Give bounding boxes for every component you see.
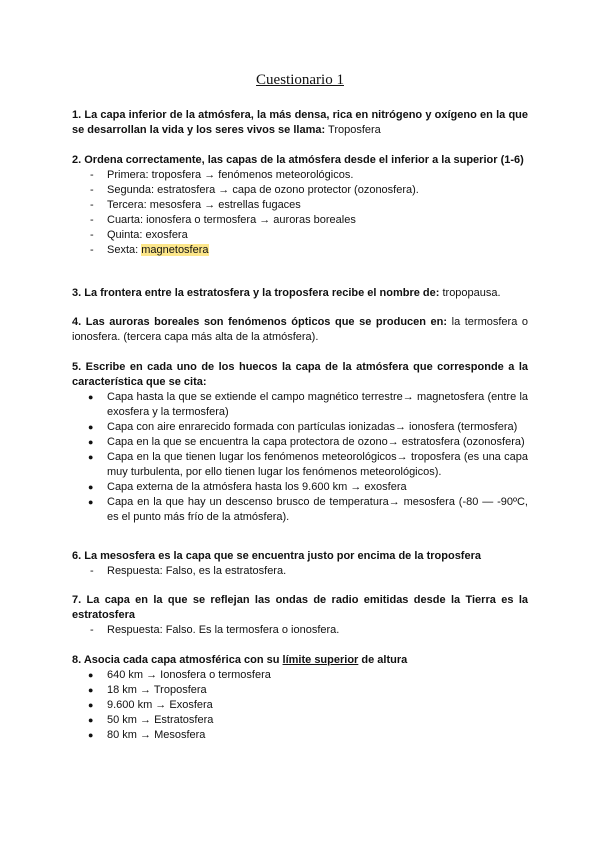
highlighted-answer: magnetosfera (141, 244, 209, 256)
question-7-list (72, 623, 528, 638)
question-3 (72, 286, 528, 301)
list-item: ● Capa externa de la atmósfera hasta los 9.600 km → exosfera (72, 480, 528, 495)
list-item: ● 640 km → Ionosfera o termosfera (72, 668, 528, 683)
list-item: ● Capa con aire enrarecido formada con partículas ionizadas→ ionosfera (termosfera) (72, 420, 528, 435)
question-2-list (72, 168, 528, 258)
question-8-list (72, 668, 528, 743)
question-6 (72, 549, 528, 579)
list-item: ● 9.600 km → Exosfera (72, 698, 528, 713)
question-4-answer: la termosfera o ionosfera. (tercera capa más alta de la atmósfera). (72, 316, 528, 343)
question-4 (72, 315, 528, 345)
list-item: - Quinta: exosfera (72, 228, 528, 243)
question-5-list (72, 390, 528, 525)
list-item: - Respuesta: Falso, es la estratosfera. (72, 564, 528, 579)
list-item: ● Capa en la que tienen lugar los fenómenos meteorológicos→ troposfera (es una capa muy turbulenta, por ello tienen lugar los fenómenos meteorológicos). (72, 450, 528, 480)
question-6-text: 6. La mesosfera es la capa que se encuentra justo por encima de la troposfera (72, 550, 481, 562)
list-item: ● 18 km → Troposfera (72, 683, 528, 698)
list-item: ● Capa hasta la que se extiende el campo magnético terrestre→ magnetosfera (entre la exosfera y la termosfera) (72, 390, 528, 420)
list-item: - Segunda: estratosfera → capa de ozono protector (ozonosfera). (72, 183, 528, 198)
list-item: - Tercera: mesosfera → estrellas fugaces (72, 198, 528, 213)
list-item-prefix: Sexta: (107, 244, 142, 256)
list-item: - Primera: troposfera → fenómenos meteorológicos. (72, 168, 528, 183)
list-item: ● 50 km → Estratosfera (72, 713, 528, 728)
question-5-text: 5. Escribe en cada uno de los huecos la capa de la atmósfera que corresponde a la característica que se cita: (72, 361, 528, 388)
question-8-text: 8. Asocia cada capa atmosférica con su límite superior de altura (72, 654, 408, 666)
underlined-term: límite superior (282, 654, 359, 666)
question-3-answer: tropopausa. (442, 287, 501, 299)
question-1-answer: Troposfera (328, 124, 381, 136)
question-2-text: 2. Ordena correctamente, las capas de la atmósfera desde el inferior a la superior (1-6) (72, 154, 524, 166)
question-1-text: 1. La capa inferior de la atmósfera, la más densa, rica en nitrógeno y oxígeno en la que se desarrollan la vida y los seres vivos se llama: (72, 109, 528, 136)
list-item: - Respuesta: Falso. Es la termosfera o ionosfera. (72, 623, 528, 638)
list-item: - Cuarta: ionosfera o termosfera → auroras boreales (72, 213, 528, 228)
list-item: ● Capa en la que se encuentra la capa protectora de ozono→ estratosfera (ozonosfera) (72, 435, 528, 450)
question-4-text: 4. Las auroras boreales son fenómenos ópticos que se producen en: (72, 316, 448, 328)
question-5 (72, 360, 528, 525)
question-7 (72, 593, 528, 638)
question-8 (72, 653, 528, 743)
question-1 (72, 108, 528, 138)
question-6-list (72, 564, 528, 579)
question-7-text: 7. La capa en la que se reflejan las ondas de radio emitidas desde la Tierra es la estratosfera (72, 594, 528, 621)
list-item: ● Capa en la que hay un descenso brusco de temperatura→ mesosfera (-80 — -90ºC, es el punto más frío de la atmósfera). (72, 495, 528, 525)
question-3-text: 3. La frontera entre la estratosfera y la troposfera recibe el nombre de: (72, 287, 440, 299)
question-2 (72, 153, 528, 258)
list-item: ● 80 km → Mesosfera (72, 728, 528, 743)
page-title: Cuestionario 1 (256, 72, 344, 88)
list-item (72, 243, 528, 258)
